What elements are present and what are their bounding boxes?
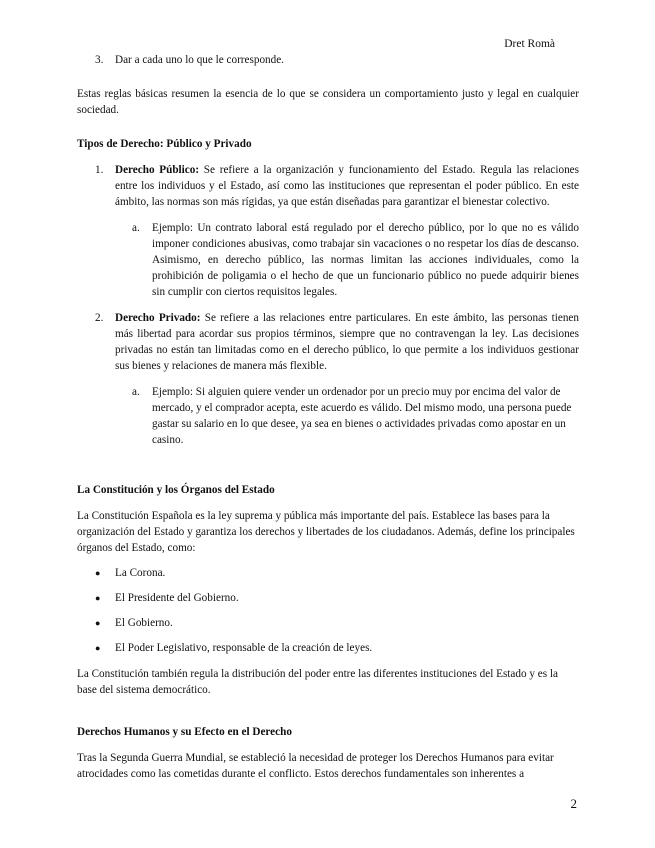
bullet-item: ● La Corona. (77, 565, 579, 581)
list-item-derecho-publico (77, 162, 579, 210)
bullet-icon: ● (95, 618, 101, 628)
bullet-item: ● El Poder Legislativo, responsable de la creación de leyes. (77, 640, 579, 656)
sub-marker: a. (132, 386, 140, 398)
page-content (77, 52, 579, 782)
bullet-icon: ● (95, 643, 101, 653)
constitucion-paragraph: La Constitución Española es la ley suprema y pública más importante del país. Establece las bases para la organización del Estado y garantiza los derechos y libertades de los ciudadanos. Además, define los principales órganos del Estado, como: (77, 510, 575, 554)
bullet-icon: ● (95, 593, 101, 603)
list-item-derecho-privado (77, 310, 579, 374)
term-derecho-privado: Derecho Privado: (115, 312, 201, 324)
sub-marker: a. (132, 222, 140, 234)
constitucion-closing: La Constitución también regula la distribución del poder entre las diferentes instituciones del Estado y es la base del sistema democrático. (77, 668, 558, 696)
term-derecho-publico: Derecho Público: (115, 164, 200, 176)
derechos-humanos-paragraph: Tras la Segunda Guerra Mundial, se estableció la necesidad de proteger los Derechos Humanos para evitar atrocidades como las cometidas durante el conflicto. Estos derechos fundamentales son inherentes a (77, 752, 554, 780)
sub-text: Ejemplo: Si alguien quiere vender un ordenador por un precio muy por encima del valor de mercado, y el comprador acepta, este acuerdo es válido. Del mismo modo, una persona puede gastar su salario en lo que desee, ya sea en bienes o actividades privadas como apostar en un casino. (152, 386, 572, 446)
page-number: 2 (570, 796, 577, 811)
bullet-item: ● El Gobierno. (77, 615, 579, 631)
list-marker: 2. (95, 312, 104, 324)
bullet-icon: ● (95, 568, 101, 578)
bullet-item: ● El Presidente del Gobierno. (77, 590, 579, 606)
list-text: Dar a cada uno lo que le corresponde. (115, 54, 284, 66)
definition-text: Se refiere a las relaciones entre particulares. En este ámbito, las personas tienen más libertad para acordar sus propios términos, siempre que no contravengan la ley. Las decisiones privadas no están tan limitadas como en el derecho público, lo que permite a los individuos gestionar sus bienes y relaciones de manera más flexible. (115, 312, 579, 372)
definition-text: Se refiere a la organización y funcionamiento del Estado. Regula las relaciones entre los individuos y el Estado, así como las instituciones que representan el poder público. En este ámbito, las normas son más rígidas, ya que están diseñadas para garantizar el bienestar colectivo. (115, 164, 579, 208)
sub-text: Ejemplo: Un contrato laboral está regulado por el derecho público, por lo que no es válido imponer condiciones abusivas, como trabajar sin vacaciones o no respetar los días de descanso. Asimismo, en derecho público, las normas limitan las acciones individuales, como la prohibición de poligamia o el hecho de que un funcionario público no puede adquirir bienes sin cumplir con ciertos requisitos legales. (152, 222, 579, 298)
list-marker: 3. (95, 54, 104, 66)
sub-item-ejemplo-publico (132, 220, 579, 300)
section-heading-constitucion: La Constitución y los Órganos del Estado (77, 484, 275, 496)
list-marker: 1. (95, 164, 104, 176)
intro-paragraph: Estas reglas básicas resumen la esencia de lo que se considera un comportamiento justo y legal en cualquier sociedad. (77, 88, 579, 116)
section-heading-derechos-humanos: Derechos Humanos y su Efecto en el Derecho (77, 726, 292, 738)
intro-list-item (77, 52, 579, 68)
sub-item-ejemplo-privado (132, 384, 579, 448)
page-header: Dret Romà (504, 38, 555, 50)
section-heading-tipos: Tipos de Derecho: Público y Privado (77, 138, 252, 150)
